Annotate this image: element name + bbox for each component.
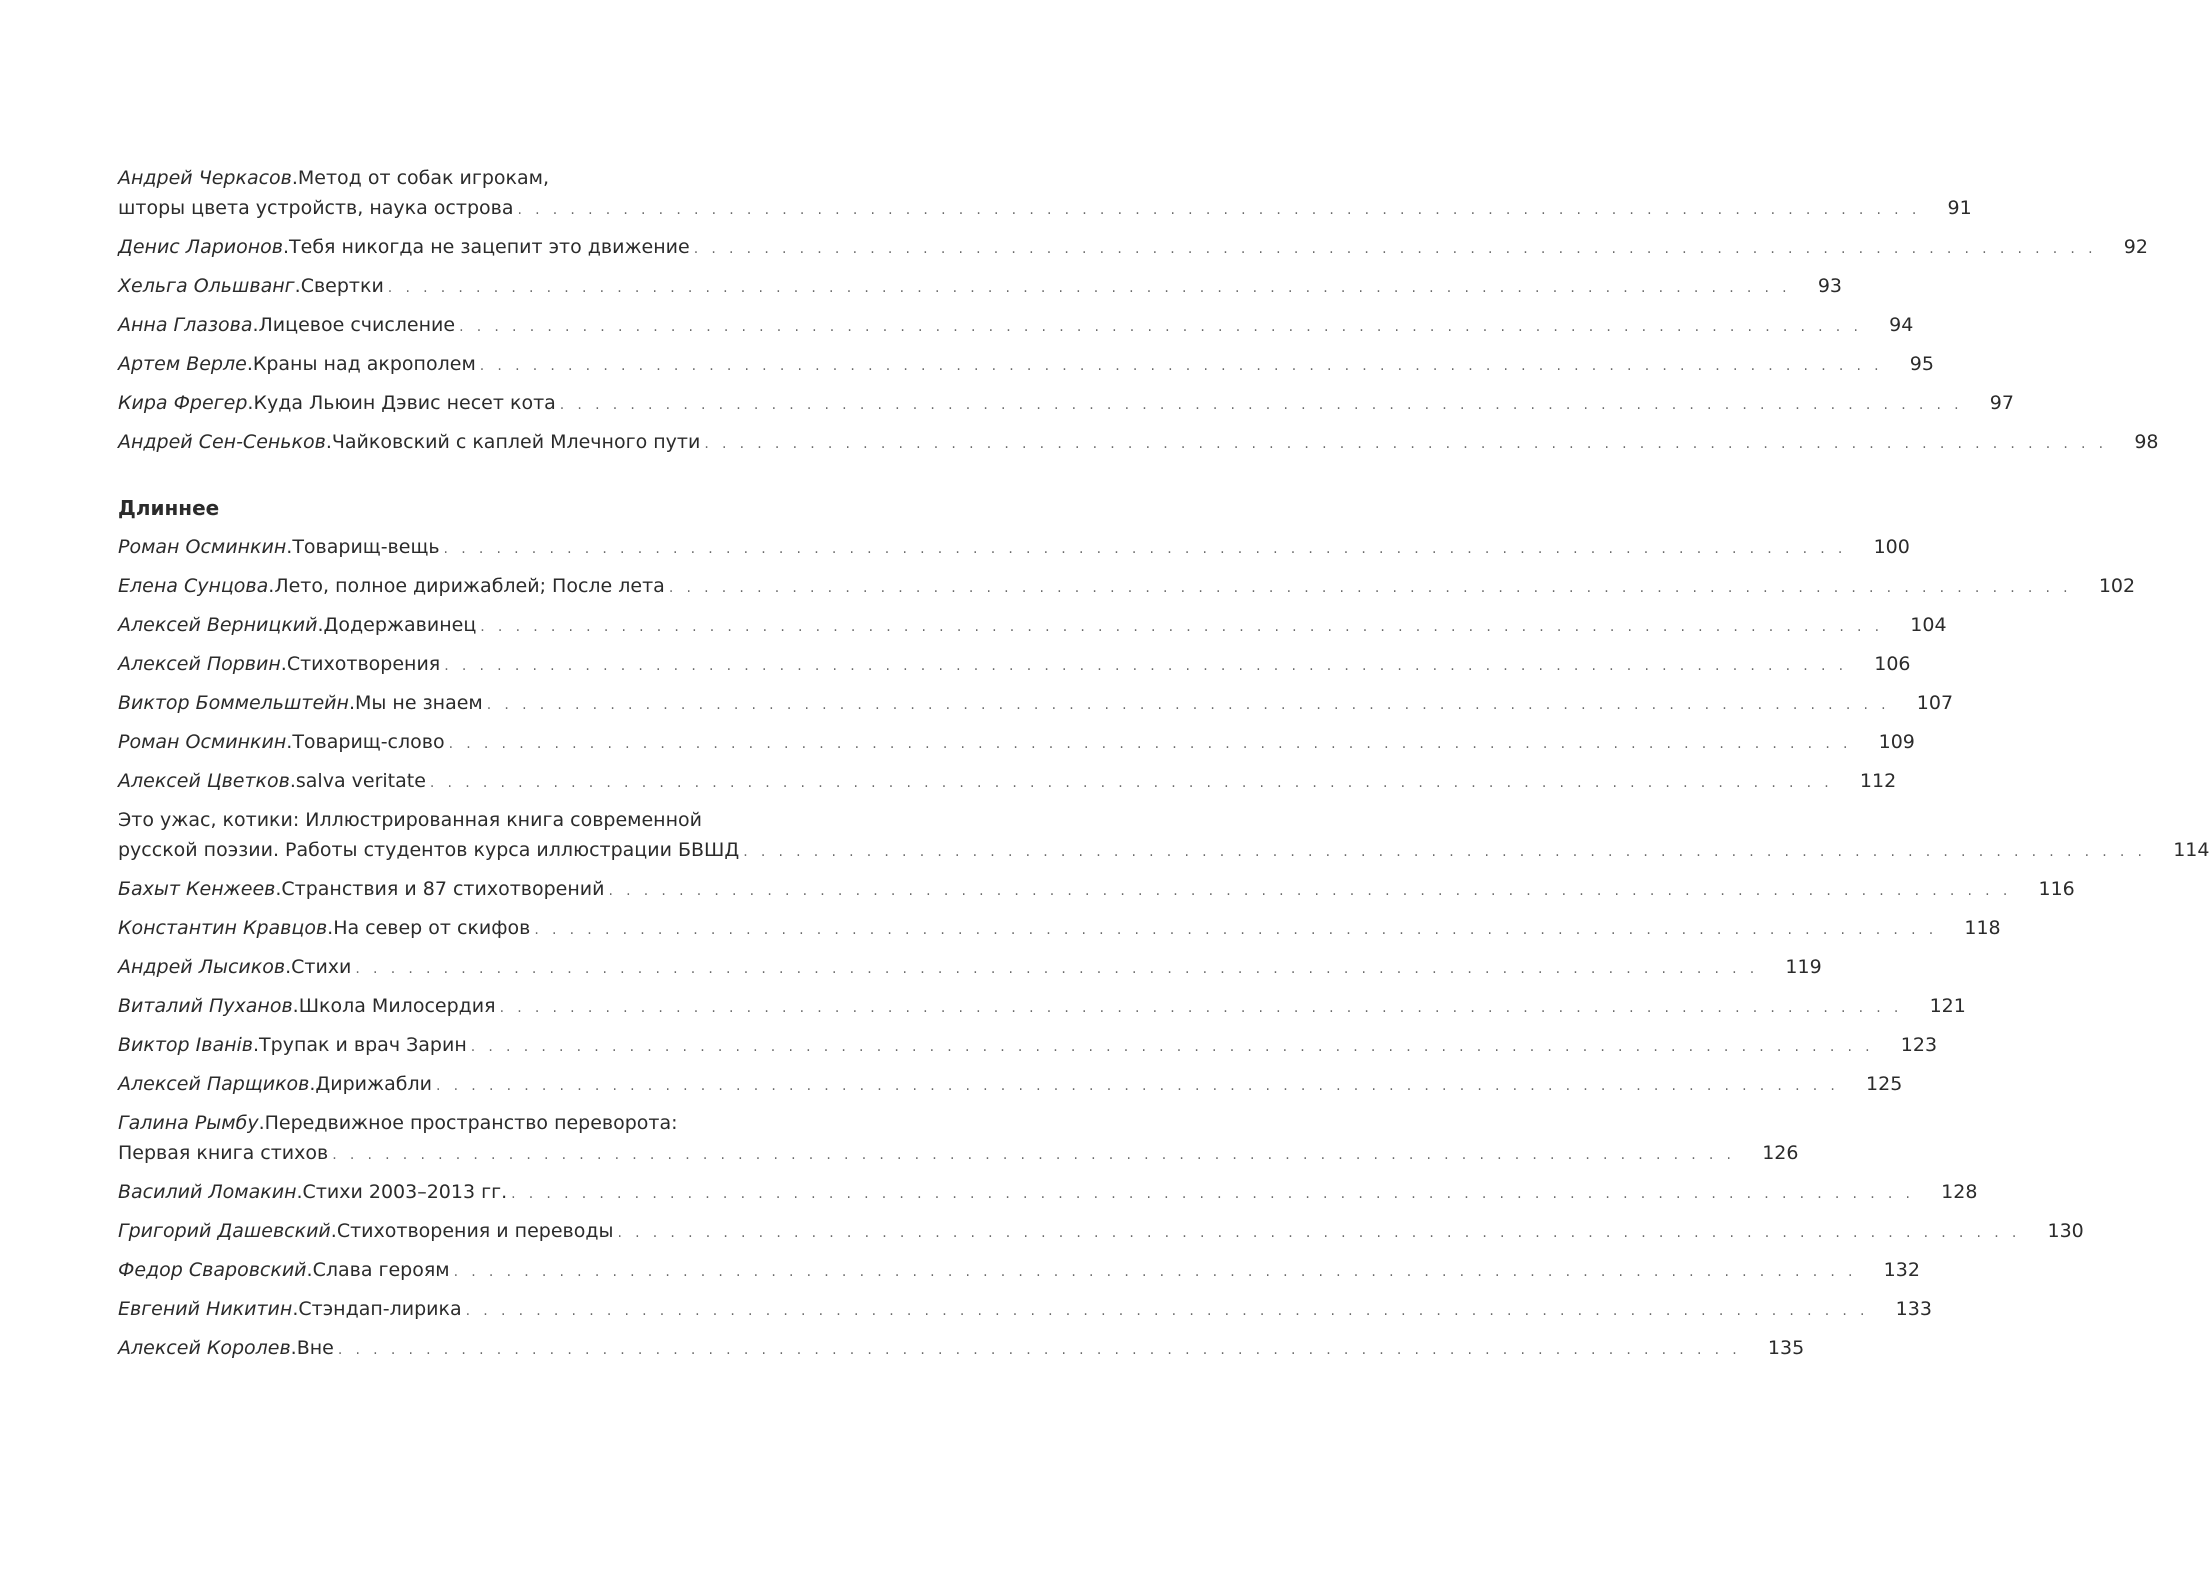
toc-entry xyxy=(118,649,1911,688)
toc-entry xyxy=(118,727,1915,766)
toc-entry-line xyxy=(118,649,1911,679)
toc-entry xyxy=(118,163,1972,232)
author-separator: . xyxy=(258,1112,265,1134)
toc-entry-line xyxy=(118,1030,1938,1060)
section-heading: Длиннее xyxy=(118,496,220,520)
entry-author: Василий Ломакин xyxy=(118,1181,297,1203)
entry-author: Елена Сунцова xyxy=(118,575,269,597)
author-separator: . xyxy=(306,1259,313,1281)
dot-leader: ................................................................................ xyxy=(443,541,1856,557)
entry-author: Бахыт Кенжеев xyxy=(118,878,276,900)
toc-entry-line xyxy=(118,805,846,835)
dot-leader: ................................................................................ xyxy=(332,1147,1745,1163)
dot-leader: ................................................................................ xyxy=(617,1225,2030,1241)
entry-title: русской поэзии. Работы студентов курса иллюстрации БВШД xyxy=(118,839,740,861)
page-number: 118 xyxy=(1964,917,2001,939)
entry-author: Федор Сваровский xyxy=(118,1259,307,1281)
dot-leader: ................................................................................ xyxy=(704,436,2117,452)
toc-entry xyxy=(118,688,1954,727)
author-separator: . xyxy=(275,878,282,900)
author-separator: . xyxy=(283,236,290,258)
dot-leader: ................................................................................ xyxy=(668,580,2081,596)
entry-title: Куда Льюин Дэвис несет кота xyxy=(253,392,556,414)
page-number: 133 xyxy=(1895,1298,1932,1320)
author-separator: . xyxy=(309,1073,316,1095)
dot-leader: ................................................................................ xyxy=(453,1264,1866,1280)
toc-entry-line xyxy=(118,688,1954,718)
entry-author: Галина Рымбу xyxy=(118,1112,259,1134)
author-separator: . xyxy=(317,614,324,636)
toc-entry xyxy=(118,913,2001,952)
dot-leader: ................................................................................ xyxy=(486,697,1899,713)
toc-entry-line xyxy=(118,1255,1920,1285)
author-separator: . xyxy=(292,1298,299,1320)
toc-entry-line xyxy=(118,835,2209,865)
toc-entry-line xyxy=(118,349,1934,379)
entry-title: salva veritate xyxy=(295,770,426,792)
entry-title: Трупак и врач Зарин xyxy=(259,1034,467,1056)
entry-author: Андрей Сен-Сеньков xyxy=(118,431,326,453)
toc-entry-line xyxy=(118,874,2075,904)
page-number: 135 xyxy=(1767,1337,1805,1359)
page-number: 119 xyxy=(1785,956,1822,978)
table-of-contents xyxy=(118,163,2209,1372)
entry-title: Дирижабли xyxy=(315,1073,432,1095)
entry-title: Стэндап-лирика xyxy=(298,1298,462,1320)
toc-entry-line xyxy=(118,532,1910,562)
toc-entry-line xyxy=(118,952,1822,982)
entry-title: Мы не знаем xyxy=(354,692,483,714)
author-separator: . xyxy=(286,731,293,753)
entry-title: Это ужас, котики: Иллюстрированная книга современной xyxy=(118,809,702,831)
author-separator: . xyxy=(292,995,299,1017)
dot-leader: ................................................................................ xyxy=(429,775,1842,791)
entry-author: Алексей Порвин xyxy=(118,653,281,675)
entry-author: Артем Верле xyxy=(118,353,247,375)
author-separator: . xyxy=(296,1181,303,1203)
entry-author: Денис Ларионов xyxy=(118,236,283,258)
dot-leader: ................................................................................ xyxy=(470,1039,1883,1055)
entry-author: Виктор Іванів xyxy=(118,1034,253,1056)
author-separator: . xyxy=(286,536,293,558)
toc-entry xyxy=(118,1333,1805,1372)
toc-entry xyxy=(118,388,2014,427)
entry-author: Виктор Боммельштейн xyxy=(118,692,349,714)
toc-entry-line xyxy=(118,610,1947,640)
dot-leader: ................................................................................ xyxy=(337,1342,1750,1358)
page-number: 104 xyxy=(1910,614,1947,636)
entry-title: Додержавинец xyxy=(323,614,477,636)
page-number: 100 xyxy=(1873,536,1910,558)
entry-author: Роман Осминкин xyxy=(118,536,287,558)
entry-title: Слава героям xyxy=(312,1259,450,1281)
dot-leader: ................................................................................ xyxy=(608,883,2021,899)
entry-author: Алексей Цветков xyxy=(118,770,290,792)
author-separator: . xyxy=(327,917,334,939)
dot-leader: ................................................................................ xyxy=(534,922,1947,938)
page-number: 98 xyxy=(2134,431,2159,453)
toc-entry-line xyxy=(118,271,1842,301)
entry-title: Метод от собак игрокам, xyxy=(297,167,550,189)
toc-entry xyxy=(118,571,2136,610)
entry-title: Товарищ-слово xyxy=(292,731,445,753)
author-separator: . xyxy=(294,275,301,297)
entry-title: Школа Милосердия xyxy=(298,995,496,1017)
toc-entry xyxy=(118,805,2209,874)
dot-leader: ................................................................................ xyxy=(459,319,1872,335)
toc-entry-line xyxy=(118,193,1972,223)
dot-leader: ................................................................................ xyxy=(465,1303,1878,1319)
entry-author: Григорий Дашевский xyxy=(118,1220,331,1242)
entry-title: Краны над акрополем xyxy=(252,353,476,375)
author-separator: . xyxy=(247,392,254,414)
entry-title: шторы цвета устройств, наука острова xyxy=(118,197,514,219)
page-number: 121 xyxy=(1929,995,1966,1017)
entry-author: Андрей Черкасов xyxy=(118,167,292,189)
entry-author: Константин Кравцов xyxy=(118,917,328,939)
page-number: 114 xyxy=(2173,839,2209,861)
page-number: 126 xyxy=(1762,1142,1799,1164)
author-separator: . xyxy=(290,1337,297,1359)
toc-entry-line xyxy=(118,1108,846,1138)
toc-entry-line xyxy=(118,1138,1799,1168)
toc-entry xyxy=(118,1216,2084,1255)
page-number: 132 xyxy=(1883,1259,1920,1281)
entry-title: Стихотворения и переводы xyxy=(336,1220,614,1242)
author-separator: . xyxy=(285,956,292,978)
entry-title: На север от скифов xyxy=(333,917,531,939)
author-separator: . xyxy=(246,353,253,375)
toc-entry xyxy=(118,1030,1938,1069)
entry-author: Евгений Никитин xyxy=(118,1298,293,1320)
entry-author: Анна Глазова xyxy=(118,314,253,336)
dot-leader: ................................................................................ xyxy=(517,202,1930,218)
dot-leader: ................................................................................ xyxy=(693,241,2106,257)
dot-leader: ................................................................................ xyxy=(511,1186,1924,1202)
author-separator: . xyxy=(291,167,298,189)
page-number: 97 xyxy=(1989,392,2014,414)
page-number: 94 xyxy=(1889,314,1914,336)
page-number: 130 xyxy=(2047,1220,2084,1242)
toc-entry xyxy=(118,232,2148,271)
toc-entry-line xyxy=(118,1333,1805,1363)
dot-leader: ................................................................................ xyxy=(480,619,1893,635)
page-number: 93 xyxy=(1817,275,1842,297)
page-number: 106 xyxy=(1874,653,1911,675)
entry-title: Передвижное пространство переворота: xyxy=(264,1112,678,1134)
entry-author: Хельга Ольшванг xyxy=(118,275,295,297)
dot-leader: ................................................................................ xyxy=(387,280,1800,296)
entry-author: Андрей Лысиков xyxy=(118,956,286,978)
page-number: 112 xyxy=(1859,770,1897,792)
entry-title: Первая книга стихов xyxy=(118,1142,329,1164)
toc-entry xyxy=(118,610,1947,649)
toc-entry-line xyxy=(118,571,2136,601)
page-number: 125 xyxy=(1866,1073,1903,1095)
toc-group xyxy=(118,163,2159,466)
entry-title: Стихи 2003–2013 гг. xyxy=(302,1181,508,1203)
toc-entry-line xyxy=(118,991,1966,1021)
toc-entry xyxy=(118,1069,1903,1108)
dot-leader: ................................................................................ xyxy=(355,961,1768,977)
toc-entry xyxy=(118,1255,1920,1294)
toc-entry-line xyxy=(118,427,2159,457)
page-number: 116 xyxy=(2038,878,2075,900)
author-separator: . xyxy=(268,575,275,597)
toc-entry-line xyxy=(118,388,2014,418)
entry-title: Тебя никогда не зацепит это движение xyxy=(289,236,690,258)
author-separator: . xyxy=(253,1034,260,1056)
entry-title: Странствия и 87 стихотворений xyxy=(281,878,605,900)
entry-title: Свертки xyxy=(300,275,384,297)
dot-leader: ................................................................................ xyxy=(743,844,2156,860)
toc-entry xyxy=(118,874,2075,913)
entry-title: Лицевое счисление xyxy=(258,314,456,336)
toc-entry-line xyxy=(118,1069,1903,1099)
page-number: 102 xyxy=(2098,575,2136,597)
toc-entry xyxy=(118,952,1822,991)
author-separator: . xyxy=(325,431,332,453)
toc-entry xyxy=(118,532,1910,571)
entry-title: Стихотворения xyxy=(286,653,441,675)
author-separator: . xyxy=(348,692,355,714)
author-separator: . xyxy=(330,1220,337,1242)
toc-entry xyxy=(118,1177,1978,1216)
toc-entry-line xyxy=(118,310,1914,340)
page-number: 107 xyxy=(1916,692,1954,714)
toc-entry xyxy=(118,271,1842,310)
dot-leader: ................................................................................ xyxy=(448,736,1861,752)
toc-entry xyxy=(118,427,2159,466)
toc-entry-line xyxy=(118,913,2001,943)
toc-entry xyxy=(118,349,1934,388)
toc-entry xyxy=(118,766,1897,805)
entry-author: Виталий Пуханов xyxy=(118,995,293,1017)
entry-title: Лето, полное дирижаблей; После лета xyxy=(274,575,665,597)
toc-entry xyxy=(118,1294,1932,1333)
toc-entry xyxy=(118,991,1966,1030)
dot-leader: ................................................................................ xyxy=(436,1078,1849,1094)
page-number: 128 xyxy=(1941,1181,1978,1203)
page-number: 91 xyxy=(1947,197,1972,219)
entry-author: Алексей Королев xyxy=(118,1337,291,1359)
entry-title: Стихи xyxy=(291,956,352,978)
author-separator: . xyxy=(289,770,296,792)
entry-author: Роман Осминкин xyxy=(118,731,287,753)
page-number: 95 xyxy=(1909,353,1934,375)
entry-author: Кира Фрегер xyxy=(118,392,248,414)
author-separator: . xyxy=(280,653,287,675)
entry-author: Алексей Верницкий xyxy=(118,614,318,636)
toc-entry xyxy=(118,1108,1799,1177)
toc-entry-line xyxy=(118,1216,2084,1246)
entry-author: Алексей Парщиков xyxy=(118,1073,310,1095)
page-number: 123 xyxy=(1900,1034,1938,1056)
entry-title: Товарищ-вещь xyxy=(292,536,440,558)
author-separator: . xyxy=(252,314,259,336)
dot-leader: ................................................................................ xyxy=(479,358,1892,374)
toc-entry-line xyxy=(118,1177,1978,1207)
entry-title: Вне xyxy=(296,1337,334,1359)
toc-entry-line xyxy=(118,232,2148,262)
toc-entry-line xyxy=(118,766,1897,796)
toc-entry-line xyxy=(118,163,846,193)
toc-entry-line xyxy=(118,1294,1932,1324)
page-number: 109 xyxy=(1878,731,1915,753)
toc-group xyxy=(118,532,2209,1372)
toc-entry-line xyxy=(118,727,1915,757)
toc-entry xyxy=(118,310,1914,349)
dot-leader: ................................................................................ xyxy=(559,397,1972,413)
entry-title: Чайковский с каплей Млечного пути xyxy=(331,431,701,453)
dot-leader: ................................................................................ xyxy=(499,1000,1912,1016)
dot-leader: ................................................................................ xyxy=(444,658,1857,674)
page-number: 92 xyxy=(2123,236,2148,258)
